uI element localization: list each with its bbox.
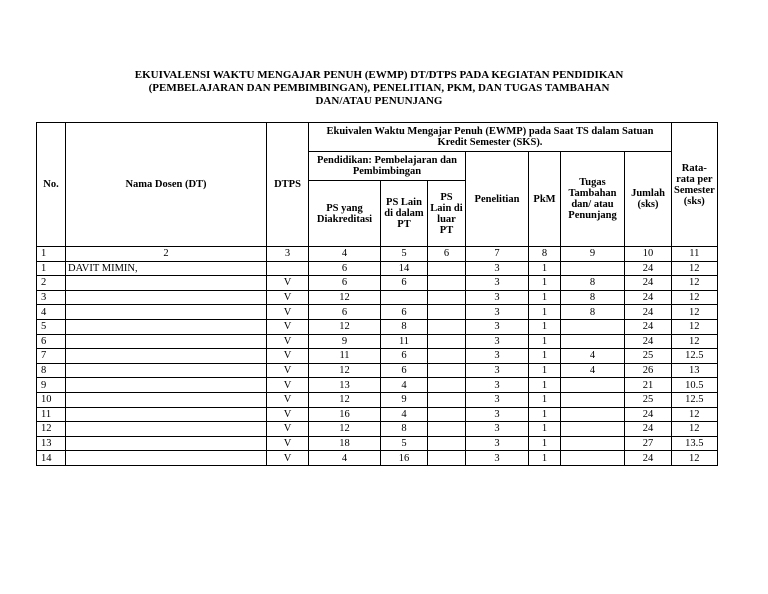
cell-nama-dosen <box>66 363 267 378</box>
table-row <box>37 363 718 378</box>
cell-dtps: V <box>267 378 309 393</box>
cell-pkm: 1 <box>529 392 561 407</box>
cell-nama-dosen <box>66 392 267 407</box>
cell-rata-rata: 12 <box>672 334 718 349</box>
cell-tugas-tambahan: 8 <box>561 290 625 305</box>
cell-nama-dosen <box>66 334 267 349</box>
cell-dtps: V <box>267 276 309 291</box>
cell-ps-lain-luar-pt <box>428 451 466 466</box>
cell-jumlah: 24 <box>625 334 672 349</box>
cell-rata-rata: 12 <box>672 422 718 437</box>
title-line-1: EKUIVALENSI WAKTU MENGAJAR PENUH (EWMP) DT/DTPS PADA KEGIATAN PENDIDIKAN <box>134 69 624 81</box>
column-number-row <box>37 247 718 262</box>
header-ewmp: Ekuivalen Waktu Mengajar Penuh (EWMP) pada Saat TS dalam Satuan Kredit Semester (SKS). <box>309 123 672 152</box>
cell-no: 9 <box>37 378 66 393</box>
cell-no: 3 <box>37 290 66 305</box>
cell-jumlah: 21 <box>625 378 672 393</box>
title-line-3: DAN/ATAU PENUNJANG <box>315 95 443 107</box>
cell-nama-dosen <box>66 378 267 393</box>
cell-penelitian: 3 <box>466 378 529 393</box>
cell-ps-diakreditasi: 12 <box>309 319 381 334</box>
cell-pkm: 1 <box>529 436 561 451</box>
cell-tugas-tambahan <box>561 451 625 466</box>
cell-rata-rata: 13.5 <box>672 436 718 451</box>
cell-dtps: V <box>267 407 309 422</box>
header-nama-dosen: Nama Dosen (DT) <box>66 123 267 247</box>
cell-jumlah: 24 <box>625 422 672 437</box>
cell-pkm: 1 <box>529 451 561 466</box>
table-row <box>37 334 718 349</box>
column-number: 5 <box>381 247 428 262</box>
cell-penelitian: 3 <box>466 261 529 276</box>
cell-ps-lain-dalam-pt <box>381 290 428 305</box>
cell-pkm: 1 <box>529 363 561 378</box>
cell-ps-lain-luar-pt <box>428 261 466 276</box>
cell-pkm: 1 <box>529 319 561 334</box>
cell-penelitian: 3 <box>466 363 529 378</box>
cell-ps-lain-luar-pt <box>428 290 466 305</box>
table-row <box>37 349 718 364</box>
cell-no: 4 <box>37 305 66 320</box>
cell-pkm: 1 <box>529 305 561 320</box>
cell-jumlah: 24 <box>625 305 672 320</box>
cell-rata-rata: 12.5 <box>672 349 718 364</box>
cell-ps-lain-dalam-pt: 8 <box>381 319 428 334</box>
cell-tugas-tambahan <box>561 407 625 422</box>
cell-rata-rata: 12.5 <box>672 392 718 407</box>
cell-ps-lain-dalam-pt: 6 <box>381 349 428 364</box>
header-ps-lain-luar-pt: PS Lain di luar PT <box>428 181 466 247</box>
cell-dtps: V <box>267 392 309 407</box>
cell-rata-rata: 12 <box>672 451 718 466</box>
cell-ps-diakreditasi: 18 <box>309 436 381 451</box>
cell-ps-lain-dalam-pt: 11 <box>381 334 428 349</box>
cell-ps-lain-dalam-pt: 6 <box>381 363 428 378</box>
cell-nama-dosen <box>66 305 267 320</box>
cell-pkm: 1 <box>529 422 561 437</box>
cell-dtps: V <box>267 319 309 334</box>
cell-ps-diakreditasi: 12 <box>309 392 381 407</box>
cell-tugas-tambahan: 8 <box>561 276 625 291</box>
header-rata-rata: Rata-rata per Semester (sks) <box>672 123 718 247</box>
cell-tugas-tambahan: 8 <box>561 305 625 320</box>
header-penelitian: Penelitian <box>466 152 529 247</box>
column-number: 1 <box>37 247 66 262</box>
header-jumlah: Jumlah (sks) <box>625 152 672 247</box>
cell-ps-lain-dalam-pt: 16 <box>381 451 428 466</box>
table-row <box>37 319 718 334</box>
cell-no: 11 <box>37 407 66 422</box>
cell-jumlah: 26 <box>625 363 672 378</box>
cell-ps-lain-luar-pt <box>428 334 466 349</box>
cell-dtps: V <box>267 290 309 305</box>
cell-ps-lain-dalam-pt: 4 <box>381 378 428 393</box>
cell-dtps: V <box>267 363 309 378</box>
cell-rata-rata: 12 <box>672 261 718 276</box>
cell-ps-diakreditasi: 6 <box>309 276 381 291</box>
cell-jumlah: 24 <box>625 290 672 305</box>
column-number: 6 <box>428 247 466 262</box>
cell-rata-rata: 13 <box>672 363 718 378</box>
cell-penelitian: 3 <box>466 305 529 320</box>
column-number: 11 <box>672 247 718 262</box>
cell-jumlah: 27 <box>625 436 672 451</box>
cell-ps-lain-luar-pt <box>428 276 466 291</box>
cell-tugas-tambahan: 4 <box>561 363 625 378</box>
cell-ps-diakreditasi: 13 <box>309 378 381 393</box>
table-row <box>37 407 718 422</box>
column-number: 9 <box>561 247 625 262</box>
cell-ps-diakreditasi: 9 <box>309 334 381 349</box>
cell-dtps <box>267 261 309 276</box>
cell-jumlah: 24 <box>625 407 672 422</box>
cell-rata-rata: 10.5 <box>672 378 718 393</box>
cell-ps-lain-dalam-pt: 8 <box>381 422 428 437</box>
cell-penelitian: 3 <box>466 392 529 407</box>
cell-pkm: 1 <box>529 349 561 364</box>
cell-nama-dosen: DAVIT MIMIN, <box>66 261 267 276</box>
table-row <box>37 392 718 407</box>
cell-ps-lain-luar-pt <box>428 305 466 320</box>
cell-pkm: 1 <box>529 334 561 349</box>
cell-penelitian: 3 <box>466 451 529 466</box>
cell-ps-lain-luar-pt <box>428 319 466 334</box>
cell-nama-dosen <box>66 319 267 334</box>
cell-nama-dosen <box>66 276 267 291</box>
cell-no: 14 <box>37 451 66 466</box>
header-ps-lain-dalam-pt: PS Lain di dalam PT <box>381 181 428 247</box>
cell-tugas-tambahan <box>561 334 625 349</box>
table-row <box>37 305 718 320</box>
cell-ps-lain-dalam-pt: 9 <box>381 392 428 407</box>
cell-penelitian: 3 <box>466 319 529 334</box>
cell-rata-rata: 12 <box>672 276 718 291</box>
cell-ps-lain-dalam-pt: 14 <box>381 261 428 276</box>
cell-ps-diakreditasi: 12 <box>309 422 381 437</box>
cell-tugas-tambahan <box>561 436 625 451</box>
cell-tugas-tambahan <box>561 261 625 276</box>
cell-no: 8 <box>37 363 66 378</box>
cell-no: 13 <box>37 436 66 451</box>
cell-ps-diakreditasi: 6 <box>309 305 381 320</box>
column-number: 4 <box>309 247 381 262</box>
cell-jumlah: 24 <box>625 319 672 334</box>
cell-no: 10 <box>37 392 66 407</box>
cell-nama-dosen <box>66 407 267 422</box>
cell-no: 5 <box>37 319 66 334</box>
cell-ps-lain-luar-pt <box>428 422 466 437</box>
title-line-2: (PEMBELAJARAN DAN PEMBIMBINGAN), PENELITIAN, PKM, DAN TUGAS TAMBAHAN <box>148 82 610 94</box>
cell-nama-dosen <box>66 349 267 364</box>
cell-pkm: 1 <box>529 276 561 291</box>
cell-penelitian: 3 <box>466 290 529 305</box>
cell-ps-diakreditasi: 12 <box>309 290 381 305</box>
cell-dtps: V <box>267 349 309 364</box>
cell-no: 1 <box>37 261 66 276</box>
cell-jumlah: 25 <box>625 392 672 407</box>
cell-ps-lain-luar-pt <box>428 392 466 407</box>
header-pkm: PkM <box>529 152 561 247</box>
cell-penelitian: 3 <box>466 349 529 364</box>
cell-pkm: 1 <box>529 378 561 393</box>
cell-ps-lain-luar-pt <box>428 349 466 364</box>
cell-penelitian: 3 <box>466 276 529 291</box>
cell-no: 7 <box>37 349 66 364</box>
cell-dtps: V <box>267 422 309 437</box>
table-row <box>37 436 718 451</box>
header-ps-diakreditasi: PS yang Diakreditasi <box>309 181 381 247</box>
header-dtps: DTPS <box>267 123 309 247</box>
cell-ps-lain-luar-pt <box>428 363 466 378</box>
cell-ps-lain-luar-pt <box>428 407 466 422</box>
cell-tugas-tambahan: 4 <box>561 349 625 364</box>
cell-nama-dosen <box>66 436 267 451</box>
cell-penelitian: 3 <box>466 422 529 437</box>
cell-ps-lain-luar-pt <box>428 436 466 451</box>
cell-dtps: V <box>267 305 309 320</box>
cell-dtps: V <box>267 436 309 451</box>
column-number: 10 <box>625 247 672 262</box>
header-pendidikan: Pendidikan: Pembelajaran dan Pembimbingan <box>309 152 466 181</box>
table-row <box>37 422 718 437</box>
cell-no: 6 <box>37 334 66 349</box>
cell-ps-diakreditasi: 4 <box>309 451 381 466</box>
cell-penelitian: 3 <box>466 334 529 349</box>
cell-tugas-tambahan <box>561 392 625 407</box>
cell-dtps: V <box>267 451 309 466</box>
table-row <box>37 261 718 276</box>
cell-pkm: 1 <box>529 290 561 305</box>
table-row <box>37 276 718 291</box>
cell-jumlah: 24 <box>625 276 672 291</box>
cell-nama-dosen <box>66 451 267 466</box>
column-number: 7 <box>466 247 529 262</box>
cell-ps-lain-dalam-pt: 4 <box>381 407 428 422</box>
column-number: 3 <box>267 247 309 262</box>
cell-ps-lain-dalam-pt: 6 <box>381 305 428 320</box>
cell-ps-diakreditasi: 6 <box>309 261 381 276</box>
column-number: 8 <box>529 247 561 262</box>
cell-tugas-tambahan <box>561 422 625 437</box>
cell-rata-rata: 12 <box>672 319 718 334</box>
cell-jumlah: 25 <box>625 349 672 364</box>
cell-ps-diakreditasi: 12 <box>309 363 381 378</box>
cell-tugas-tambahan <box>561 378 625 393</box>
table-row <box>37 378 718 393</box>
cell-pkm: 1 <box>529 407 561 422</box>
cell-dtps: V <box>267 334 309 349</box>
cell-tugas-tambahan <box>561 319 625 334</box>
ewmp-table <box>36 122 718 466</box>
cell-no: 2 <box>37 276 66 291</box>
cell-ps-diakreditasi: 11 <box>309 349 381 364</box>
header-tugas-tambahan: Tugas Tambahan dan/ atau Penunjang <box>561 152 625 247</box>
cell-rata-rata: 12 <box>672 290 718 305</box>
cell-rata-rata: 12 <box>672 407 718 422</box>
document-title <box>36 69 722 108</box>
cell-penelitian: 3 <box>466 436 529 451</box>
header-no: No. <box>37 123 66 247</box>
cell-ps-diakreditasi: 16 <box>309 407 381 422</box>
cell-jumlah: 24 <box>625 261 672 276</box>
column-number: 2 <box>66 247 267 262</box>
cell-jumlah: 24 <box>625 451 672 466</box>
cell-pkm: 1 <box>529 261 561 276</box>
table-row <box>37 451 718 466</box>
cell-nama-dosen <box>66 422 267 437</box>
cell-ps-lain-luar-pt <box>428 378 466 393</box>
cell-ps-lain-dalam-pt: 5 <box>381 436 428 451</box>
cell-nama-dosen <box>66 290 267 305</box>
cell-rata-rata: 12 <box>672 305 718 320</box>
table-row <box>37 290 718 305</box>
cell-ps-lain-dalam-pt: 6 <box>381 276 428 291</box>
cell-no: 12 <box>37 422 66 437</box>
cell-penelitian: 3 <box>466 407 529 422</box>
